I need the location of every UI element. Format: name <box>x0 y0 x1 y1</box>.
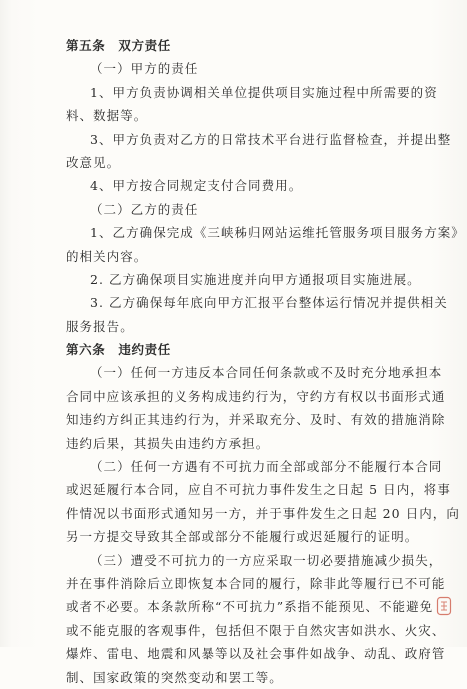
text-line: 或迟延履行本合同，应自不可抗力事件发生之日起 5 日内，将事 <box>66 482 451 498</box>
text-line: 违约后果，其损失由违约方承担。 <box>66 435 270 451</box>
text-line: 制、国家政策的突然变动和罢工等。 <box>66 669 283 685</box>
text-line: 并在事件消除后立即恢复本合同的履行，除非此等履行已不可能 <box>66 575 446 591</box>
seal-stamp-icon <box>436 596 452 616</box>
text-line: （一）任何一方违反本合同任何条款或不及时充分地承担本 <box>90 365 443 381</box>
text-line: 料、数据等。 <box>66 108 148 124</box>
section-heading: 第五条 双方责任 <box>66 38 171 53</box>
text-line: 另一方提交导致其全部或部分不能履行或迟延履行的证明。 <box>66 529 419 545</box>
text-line: 改意见。 <box>66 154 121 170</box>
text-line: 服务报告。 <box>66 318 134 334</box>
text-line: 知违约方纠正其违约行为，并采取充分、及时、有效的措施消除 <box>66 412 446 428</box>
text-line: 3、甲方负责对乙方的日常技术平台进行监督检查，并提出整 <box>90 131 452 147</box>
text-line: 1、乙方确保完成《三峡秭归网站运维托管服务项目服务方案》 <box>90 225 465 241</box>
section-heading: 第六条 违约责任 <box>66 342 171 358</box>
text-line: （二）乙方的责任 <box>90 201 199 217</box>
text-line: 1、甲方负责协调相关单位提供项目实施过程中所需要的资 <box>90 84 438 100</box>
text-line: 件情况以书面形式通知另一方，并于事件发生之日起 20 日内，向 <box>66 505 460 521</box>
text-line: （三）遭受不可抗力的一方应采取一切必要措施减少损失， <box>90 552 443 568</box>
contract-body <box>66 34 465 689</box>
text-line: 或者不必要。本条款所称“不可抗力”系指不能预见、不能避免 <box>66 599 434 615</box>
text-line: 爆炸、雷电、地震和风暴等以及社会事件如战争、动乱、政府管 <box>66 646 446 662</box>
text-line: （一）甲方的责任 <box>90 61 199 77</box>
text-line: 或不能克服的客观事件，包括但不限于自然灾害如洪水、火灾、 <box>66 622 446 638</box>
text-line: 合同中应该承担的义务构成违约行为，守约方有权以书面形式通 <box>66 388 446 404</box>
text-line: 的相关内容。 <box>66 248 148 264</box>
text-line: 2. 乙方确保项目实施进度并向甲方通报项目实施进展。 <box>90 271 421 287</box>
text-line: 3. 乙方确保每年底向甲方汇报平台整体运行情况并提供相关 <box>90 295 448 311</box>
text-line: 4、甲方按合同规定支付合同费用。 <box>90 178 303 194</box>
text-line: （二）任何一方遇有不可抗力而全部或部分不能履行本合同 <box>90 459 443 475</box>
